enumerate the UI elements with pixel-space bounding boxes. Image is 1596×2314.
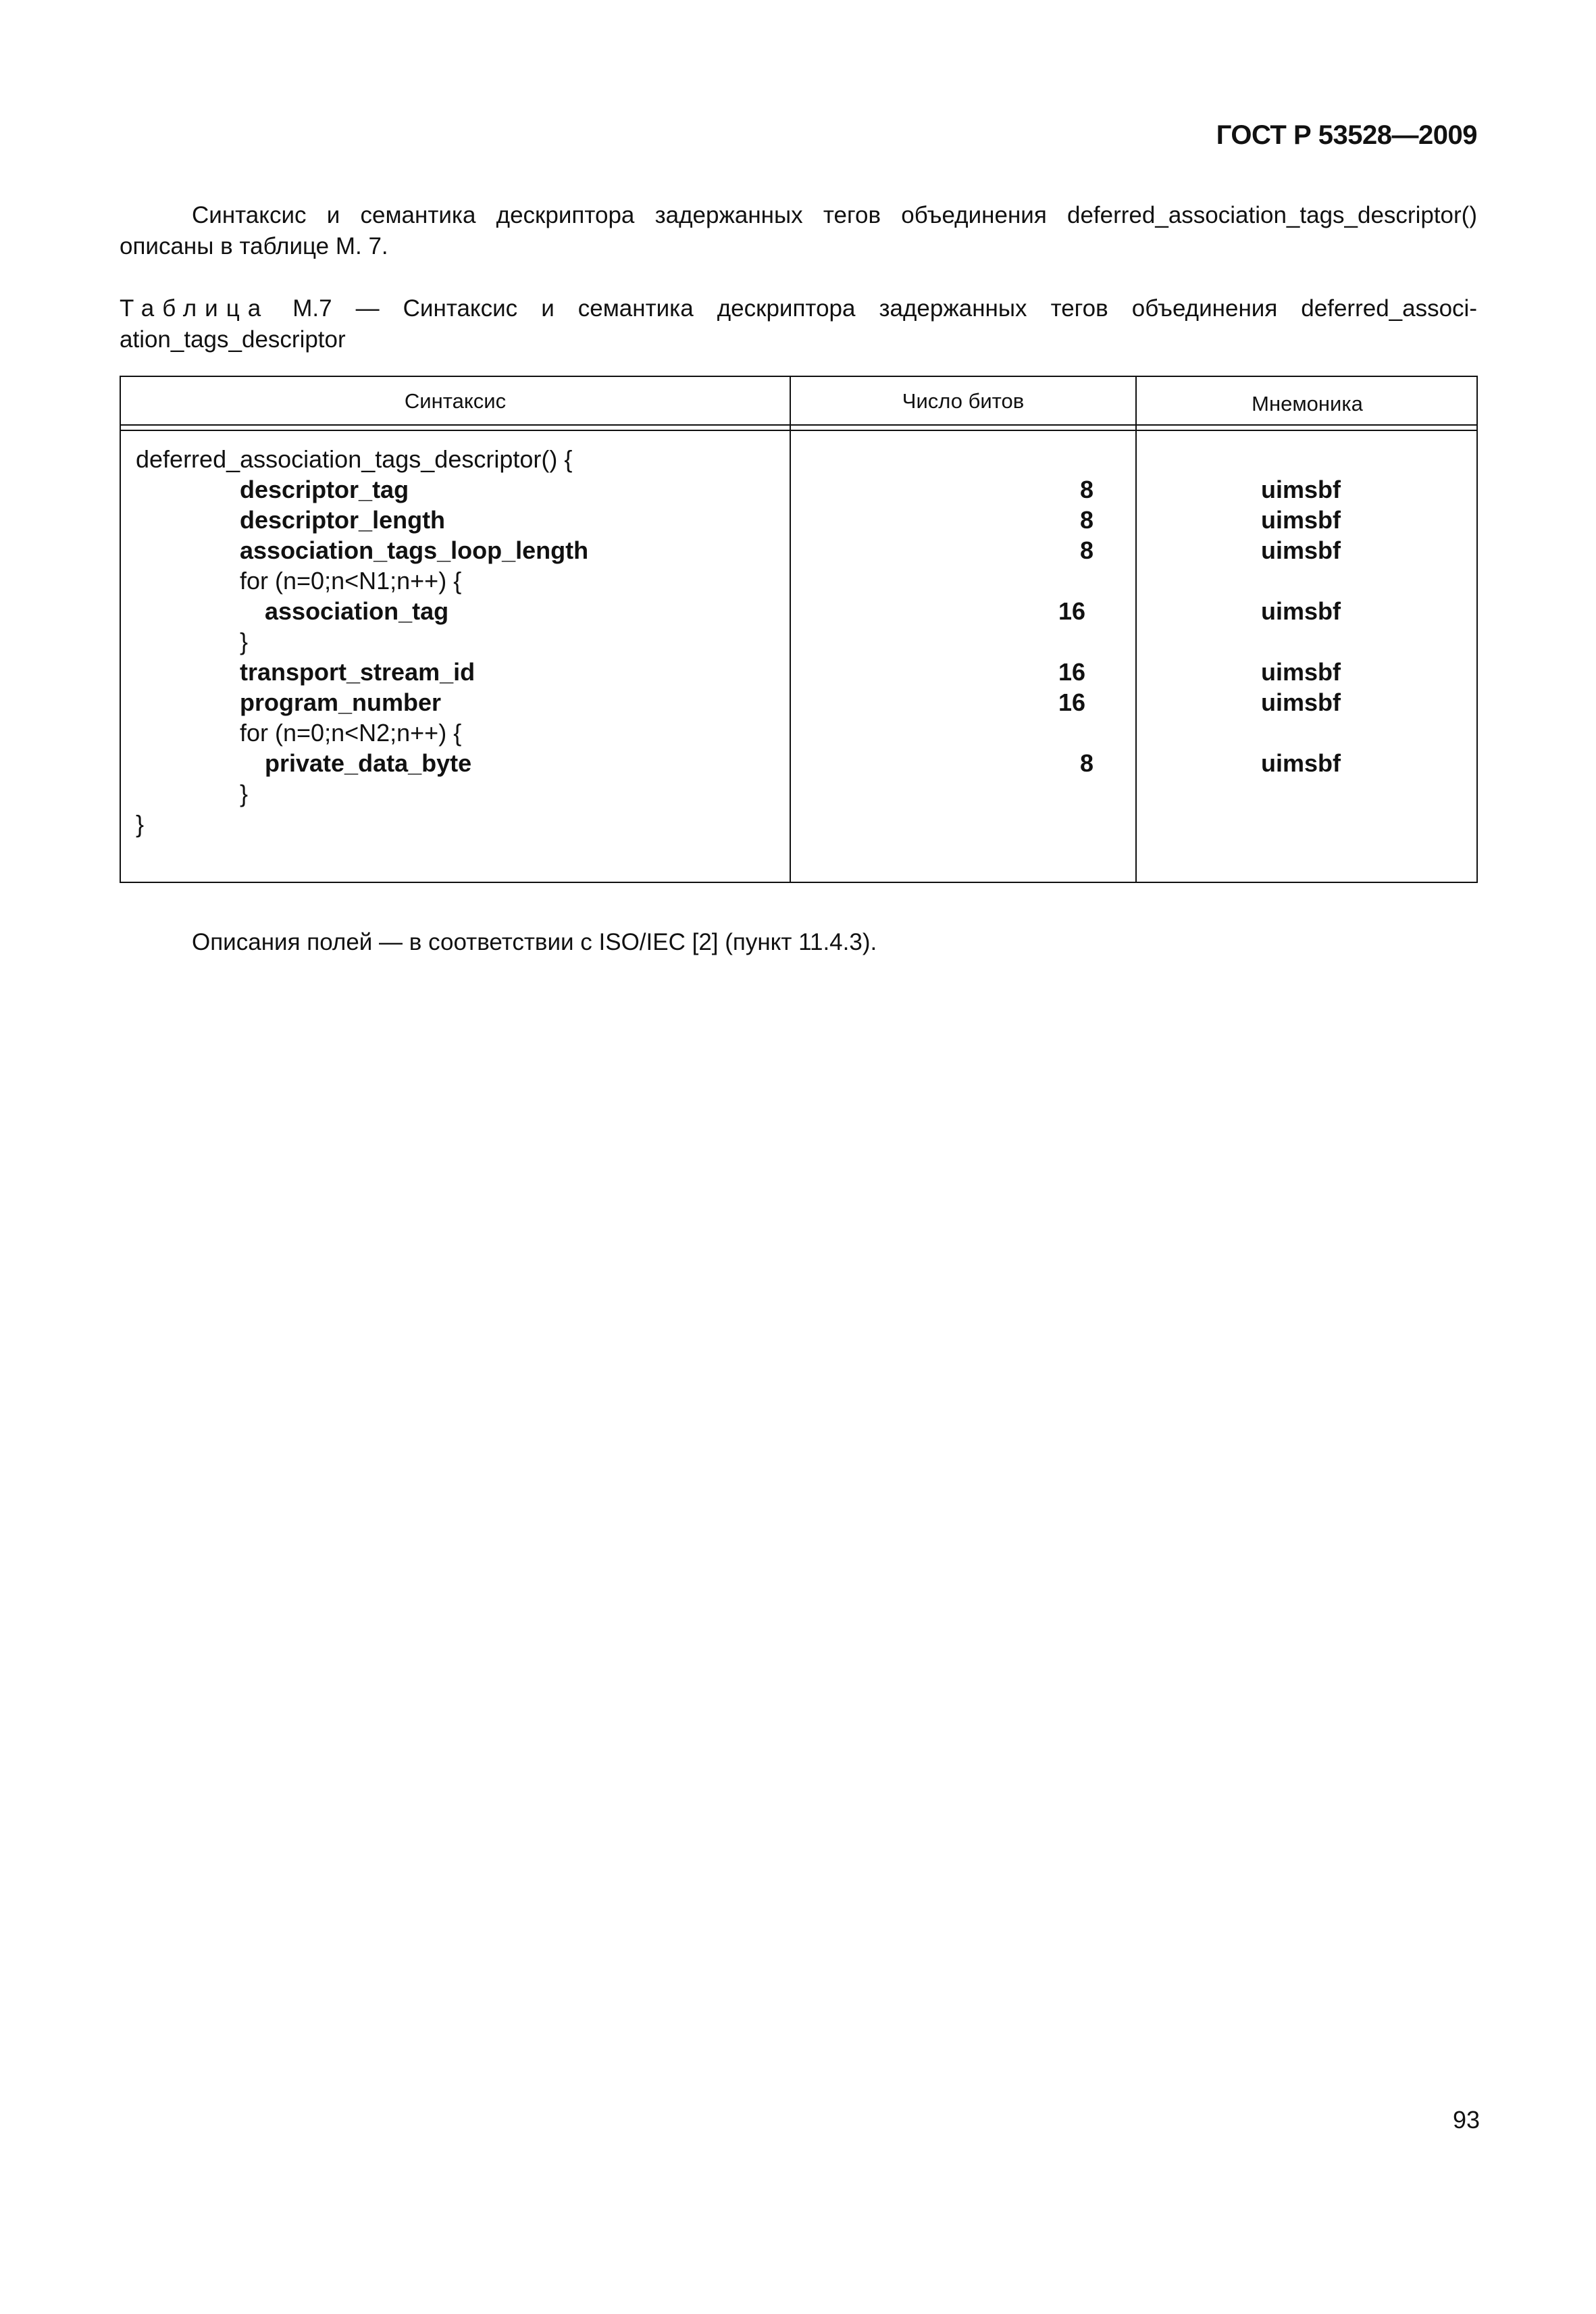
- mnemonic-cell: uimsbf: [1261, 476, 1341, 503]
- syntax-cell: for (n=0;n<N1;n++) {: [240, 567, 462, 595]
- syntax-cell: association_tag: [265, 597, 449, 625]
- syntax-cell: program_number: [240, 688, 442, 716]
- syntax-cell: descriptor_tag: [240, 476, 409, 503]
- syntax-cell: private_data_byte: [265, 749, 472, 777]
- bits-cell: 8: [1079, 536, 1093, 564]
- syntax-cell: for (n=0;n<N2;n++) {: [240, 719, 462, 747]
- after-table-section: [120, 927, 1477, 958]
- bits-cell: 16: [1058, 658, 1085, 686]
- header-mnemonic: Мнемоника: [1252, 392, 1363, 416]
- table-row: [121, 748, 1476, 778]
- table-body: [121, 444, 1476, 839]
- table-row: [121, 596, 1476, 626]
- intro-section: [120, 200, 1477, 262]
- table-row: [121, 687, 1476, 718]
- syntax-cell: }: [240, 780, 249, 807]
- header-rule: [121, 424, 1476, 426]
- table-row: [121, 778, 1476, 809]
- table-row: [121, 809, 1476, 839]
- mnemonic-cell: uimsbf: [1261, 749, 1341, 777]
- bits-cell: 16: [1058, 597, 1085, 625]
- table-row: [121, 718, 1476, 748]
- table-caption-text: [120, 293, 1477, 355]
- table-caption-title: М.7 — Синтаксис и семантика дескриптора задержанных тегов объединения deferred_associ-ation_tags_descriptor: [120, 295, 1477, 353]
- table-row: [121, 505, 1476, 535]
- mnemonic-cell: uimsbf: [1261, 506, 1341, 534]
- header-bits: Число битов: [902, 389, 1025, 413]
- standard-code: ГОСТ Р 53528—2009: [1216, 120, 1477, 150]
- syntax-cell: }: [240, 628, 249, 655]
- table-row: [121, 565, 1476, 596]
- table-row: [121, 444, 1476, 474]
- page-number: 93: [1452, 2106, 1480, 2134]
- syntax-cell: association_tags_loop_length: [240, 536, 589, 564]
- table-row: [121, 626, 1476, 657]
- syntax-cell: descriptor_length: [240, 506, 446, 534]
- mnemonic-cell: uimsbf: [1261, 658, 1341, 686]
- table-row: [121, 535, 1476, 565]
- bits-cell: 8: [1079, 749, 1093, 777]
- table-row: [121, 474, 1476, 505]
- bits-cell: 16: [1058, 688, 1085, 716]
- mnemonic-cell: uimsbf: [1261, 536, 1341, 564]
- syntax-cell: transport_stream_id: [240, 658, 475, 686]
- header-syntax: Синтаксис: [404, 389, 507, 413]
- mnemonic-cell: uimsbf: [1261, 688, 1341, 716]
- syntax-cell: deferred_association_tags_descriptor() {: [136, 445, 573, 473]
- bits-cell: 8: [1079, 506, 1093, 534]
- table-caption-label: Таблица: [120, 295, 269, 322]
- table-row: [121, 657, 1476, 687]
- mnemonic-cell: uimsbf: [1261, 597, 1341, 625]
- header-rule: [121, 430, 1476, 431]
- syntax-cell: }: [136, 810, 145, 838]
- field-description-note: Описания полей — в соответствии с ISO/IEC [2] (пункт 11.4.3).: [192, 929, 877, 955]
- intro-paragraph: Синтаксис и семантика дескриптора задержанных тегов объединения deferred_association_tags_descriptor() описаны в таблице М. 7.: [120, 202, 1477, 259]
- syntax-table: [120, 376, 1478, 883]
- table-caption: [120, 293, 1477, 355]
- bits-cell: 8: [1079, 476, 1093, 503]
